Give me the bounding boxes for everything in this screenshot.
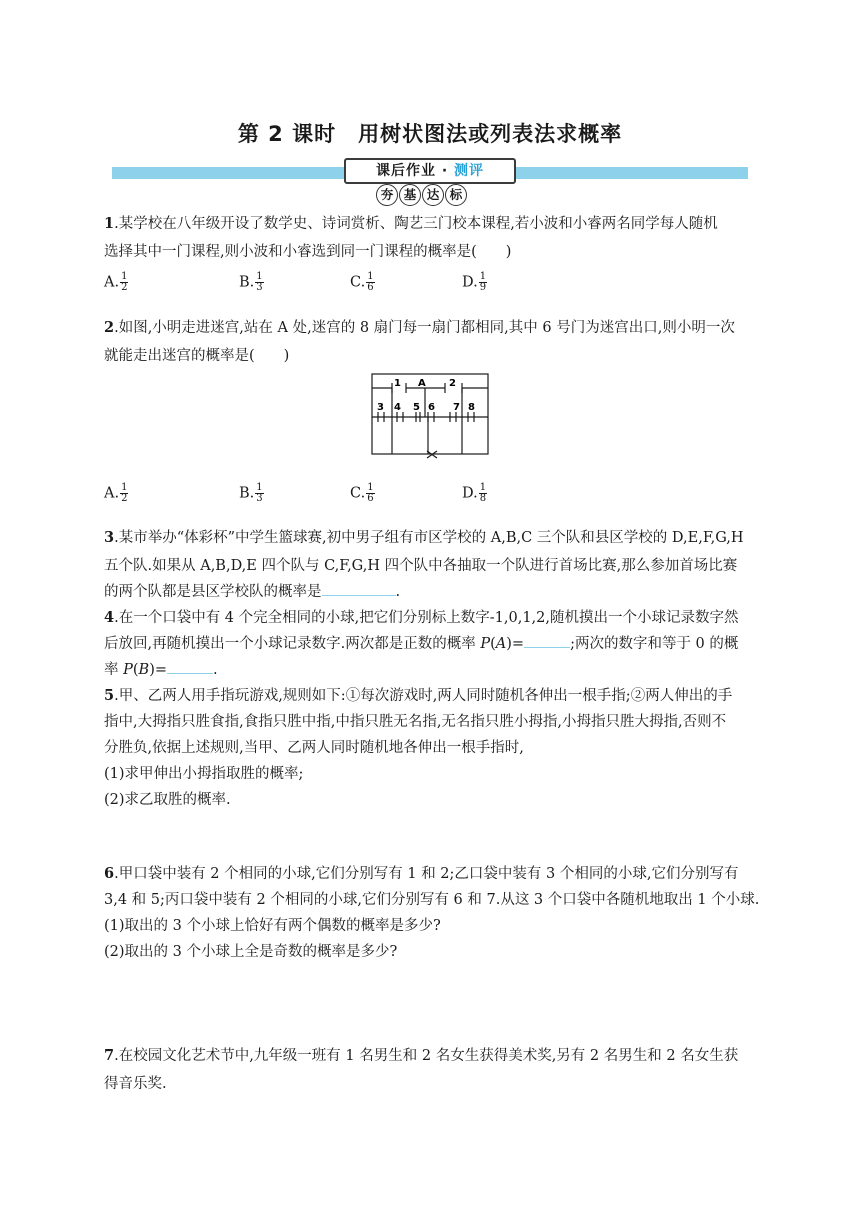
answer-blank[interactable] [322,581,396,596]
badge-char: 夯 [376,184,398,206]
question-text: .在一个口袋中有 4 个完全相同的小球,把它们分别标上数字-1,0,1,2,随机摸出一个小球记录数字然 [114,610,739,626]
question-text: .甲、乙两人用手指玩游戏,规则如下:①每次游戏时,两人同时随机各伸出一根手指;②两人伸出的手 [114,688,733,704]
page-title: 第 2 课时 用树状图法或列表法求概率 [237,122,623,146]
section-badges [376,184,467,206]
q2-option-b: B. $\frac{1}{3}$ [239,482,263,504]
q1-option-b: B. $\frac{1}{3}$ [239,271,263,293]
q2-option-c: C. $\frac{1}{6}$ [350,482,374,504]
question-number: 4 [104,609,115,626]
question-number: 2 [104,319,115,336]
maze-door-3: 3 [377,402,384,413]
q1-option-a: A. $\frac{1}{2}$ [104,271,128,293]
maze-door-6: 6 [428,402,435,413]
maze-door-1: 1 [394,378,401,389]
maze-door-4: 4 [394,402,401,413]
q2-line1 [104,316,735,337]
q4-line3: 率 P(B)= . [104,658,218,679]
q5-line3: 分胜负,依据上述规则,当甲、乙两人同时随机地各伸出一根手指时, [104,740,524,756]
q4-line2: 后放回,再随机摸出一个小球记录数字.两次都是正数的概率 P(A)= ;两次的数字和等于 0 的概 [104,632,738,653]
badge-char: 达 [422,184,444,206]
q7-line2: 得音乐奖. [104,1076,167,1092]
q5-sub1: (1)求甲伸出小拇指取胜的概率; [104,766,304,782]
question-text: .甲口袋中装有 2 个相同的小球,它们分别写有 1 和 2;乙口袋中装有 3 个相同的小球,它们分别写有 [114,866,739,882]
q4-line1 [104,606,739,627]
q7-line1 [104,1044,738,1065]
banner-label-highlight: 测评 [454,163,485,179]
question-text: .在校园文化艺术节中,九年级一班有 1 名男生和 2 名女生获得美术奖,另有 2 名男生和 2 名女生获 [114,1048,739,1064]
maze-door-5: 5 [413,402,420,413]
q1-option-d: D. $\frac{1}{9}$ [462,271,487,293]
q1-option-c: C. $\frac{1}{6}$ [350,271,374,293]
q3-line1 [104,526,744,547]
maze-figure [370,372,490,464]
answer-blank[interactable] [524,633,570,648]
q5-line2: 指中,大拇指只胜食指,食指只胜中指,中指只胜无名指,无名指只胜小拇指,小拇指只胜大拇指,否则不 [104,714,727,730]
q6-line2: 3,4 和 5;丙口袋中装有 2 个相同的小球,它们分别写有 6 和 7.从这 3 个口袋中各随机地取出 1 个小球. [104,892,760,908]
question-number: 5 [104,687,115,704]
answer-blank[interactable] [167,659,213,674]
question-number: 7 [104,1047,115,1064]
question-text: .如图,小明走进迷宫,站在 A 处,迷宫的 8 扇门每一扇门都相同,其中 6 号门为迷宫出口,则小明一次 [114,320,735,336]
section-banner [344,158,516,184]
question-text: .某市举办“体彩杯”中学生篮球赛,初中男子组有市区学校的 A,B,C 三个队和县区学校的 D,E,F,G,H [114,530,744,546]
q5-sub2: (2)求乙取胜的概率. [104,792,231,808]
q6-sub1: (1)取出的 3 个小球上恰好有两个偶数的概率是多少? [104,918,441,934]
question-number: 1 [104,215,115,232]
q3-line3: 的两个队都是县区学校队的概率是 . [104,580,400,601]
question-text: .某学校在八年级开设了数学史、诗词赏析、陶艺三门校本课程,若小波和小睿两名同学每人随机 [114,216,718,232]
q2-line2: 就能走出迷宫的概率是( ) [104,348,290,364]
q6-line1 [104,862,738,883]
q1-line2: 选择其中一门课程,则小波和小睿选到同一门课程的概率是( ) [104,244,512,260]
q2-option-a: A. $\frac{1}{2}$ [104,482,128,504]
q1-line1 [104,212,718,233]
banner-label: 课后作业 · [375,163,455,179]
maze-door-7: 7 [453,402,460,413]
question-number: 3 [104,529,115,546]
q5-line1 [104,684,732,705]
q3-line2: 五个队.如果从 A,B,D,E 四个队与 C,F,G,H 四个队中各抽取一个队进行首场比赛,那么参加首场比赛 [104,558,738,574]
badge-char: 基 [399,184,421,206]
q2-option-d: D. $\frac{1}{8}$ [462,482,487,504]
q6-sub2: (2)取出的 3 个小球上全是奇数的概率是多少? [104,944,398,960]
maze-point-a: A [418,378,426,389]
maze-door-8: 8 [468,402,475,413]
maze-door-2: 2 [449,378,456,389]
question-number: 6 [104,865,115,882]
badge-char: 标 [445,184,467,206]
